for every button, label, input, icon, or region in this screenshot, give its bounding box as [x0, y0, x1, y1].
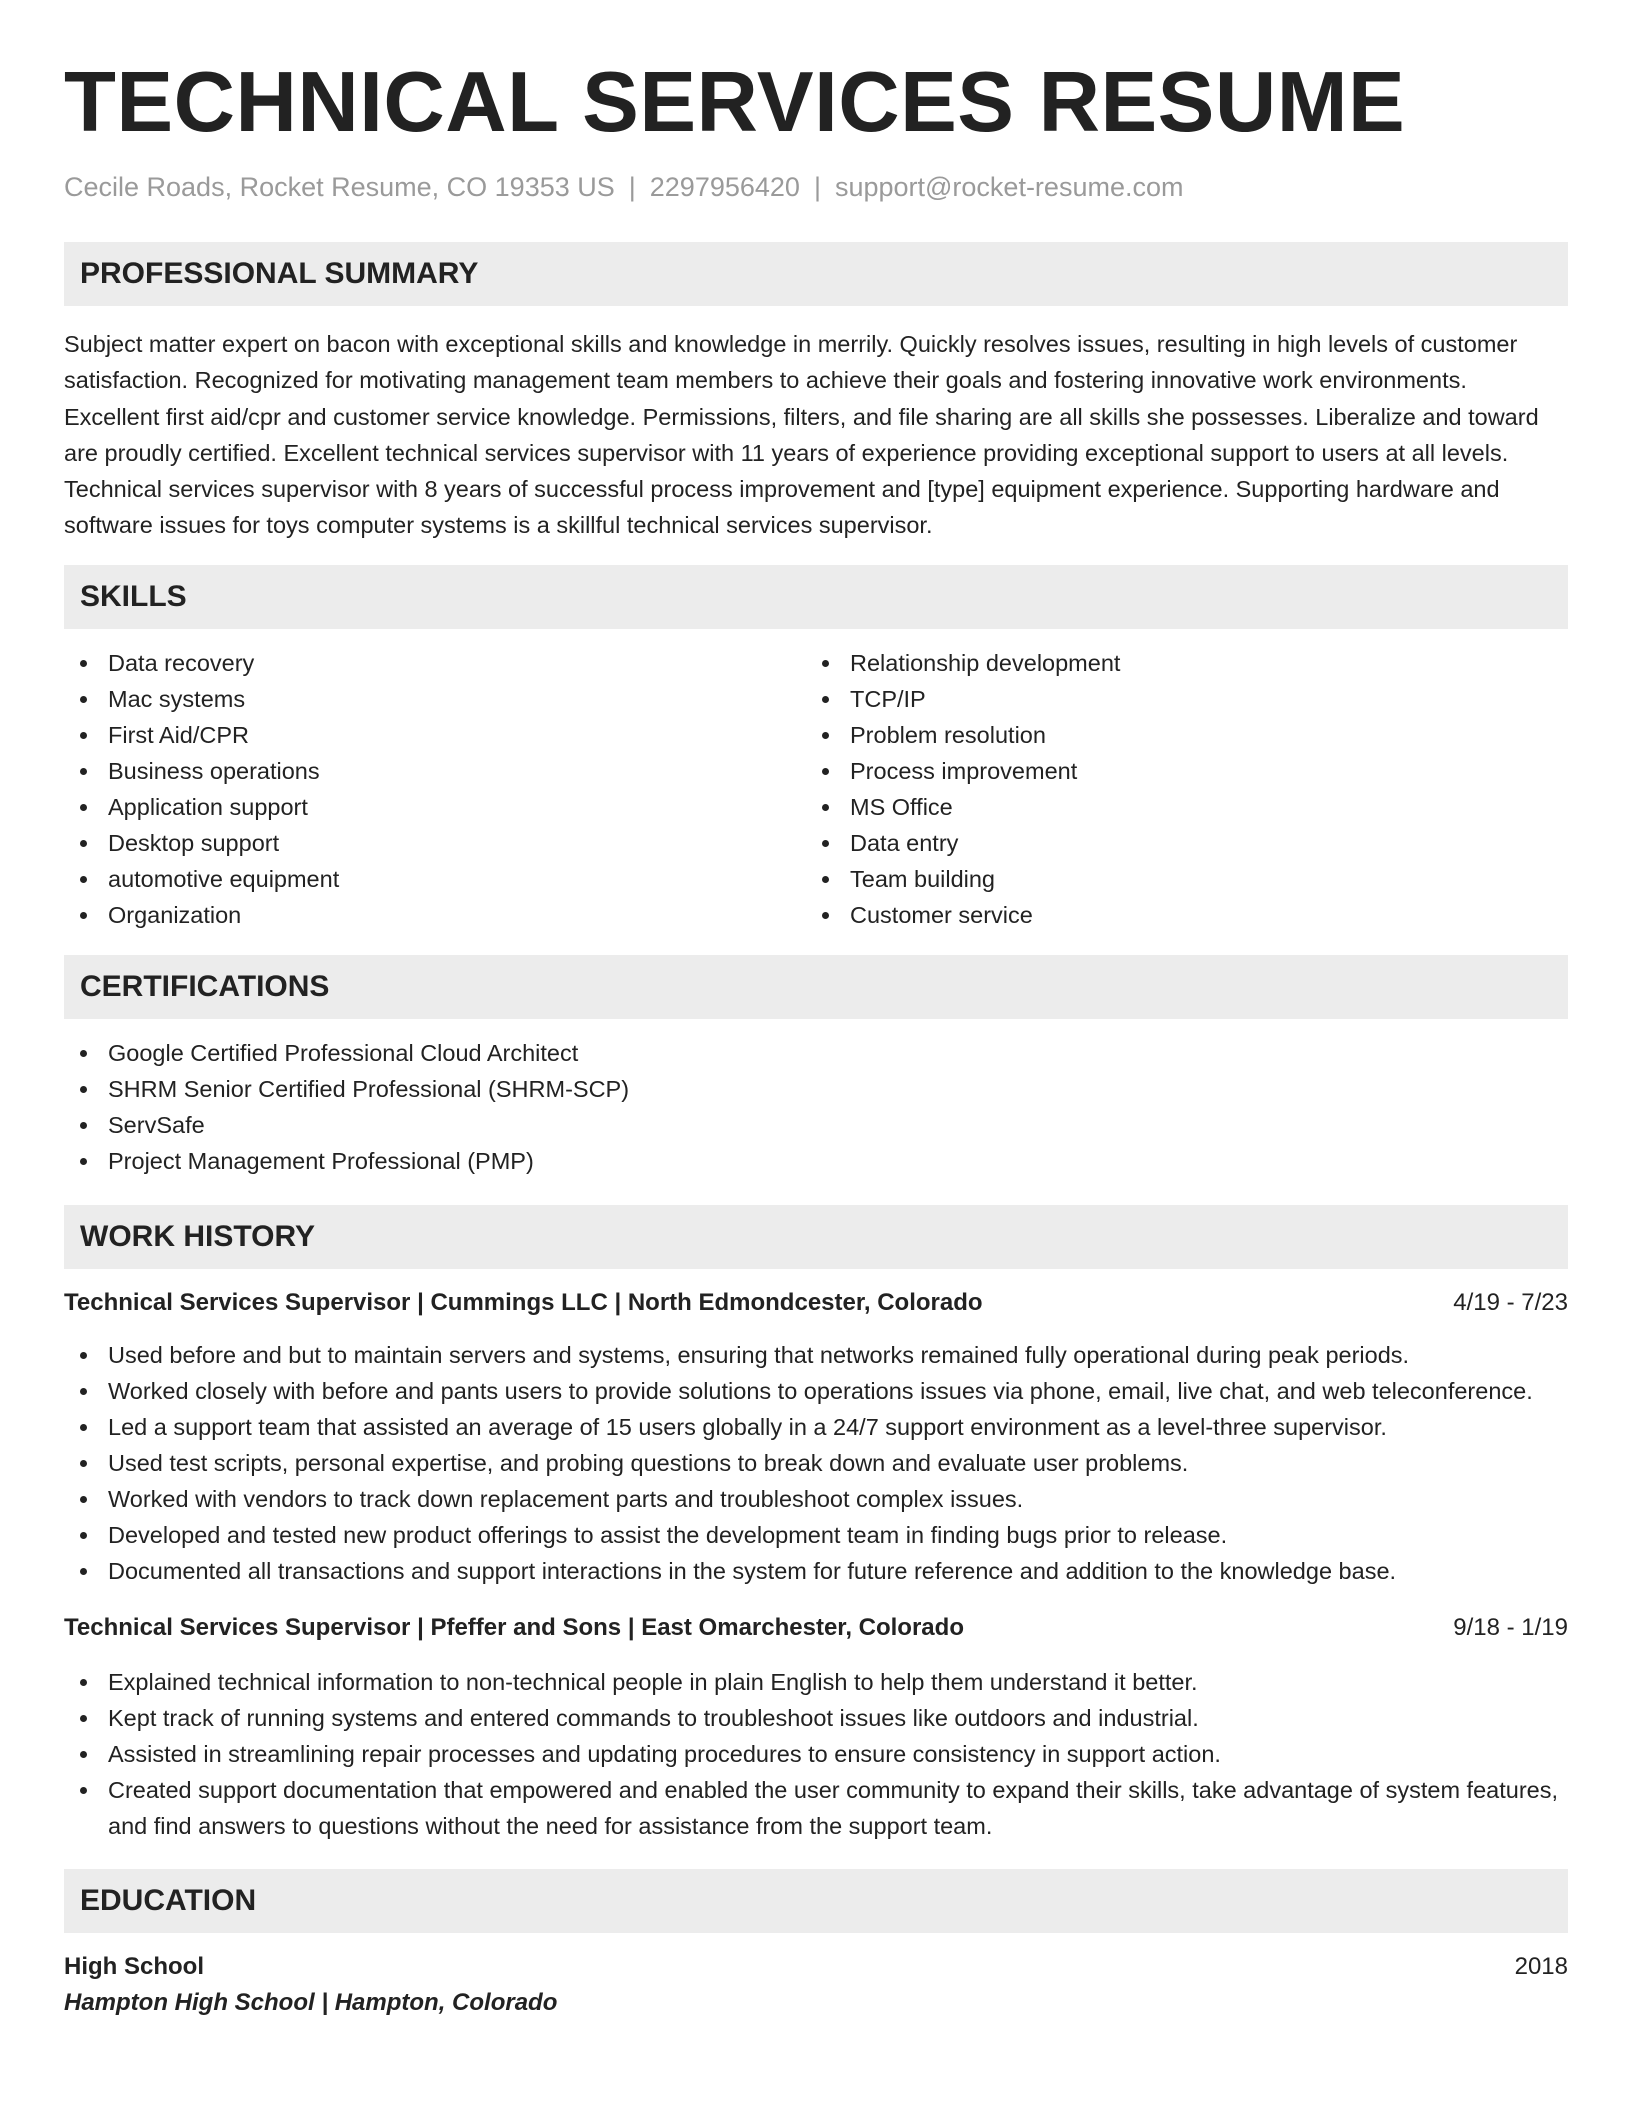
job-title: Technical Services Supervisor | Cummings LLC | North Edmondcester, Colorado [64, 1288, 983, 1316]
job-bullet: Worked closely with before and pants users to provide solutions to operations issues via phone, email, live chat, and web teleconference. [64, 1373, 1568, 1409]
certification-item: Project Management Professional (PMP) [64, 1143, 1568, 1179]
certifications-list [64, 1035, 1568, 1179]
resume-title: TECHNICAL SERVICES RESUME [64, 55, 1406, 150]
skill-item: Mac systems [64, 681, 806, 717]
skill-item: Application support [64, 789, 806, 825]
skill-item: Organization [64, 897, 806, 933]
contact-address: Cecile Roads, Rocket Resume, CO 19353 US [64, 172, 615, 202]
job-bullet: Created support documentation that empowered and enabled the user community to expand their skills, take advantage of system features, and find answers to questions without the need for assistance from the support team. [64, 1772, 1568, 1844]
job-title: Technical Services Supervisor | Pfeffer and Sons | East Omarchester, Colorado [64, 1613, 964, 1641]
skill-item: Relationship development [806, 645, 1548, 681]
education-year: 2018 [1514, 1952, 1568, 1980]
skills-list-left [64, 645, 806, 933]
job-header [64, 1285, 1568, 1321]
skill-item: Team building [806, 861, 1548, 897]
skill-item: automotive equipment [64, 861, 806, 897]
job-bullet: Explained technical information to non-technical people in plain English to help them understand it better. [64, 1664, 1568, 1700]
contact-email: support@rocket-resume.com [834, 172, 1184, 202]
skills-section-header: SKILLS [64, 565, 1568, 629]
contact-separator: | [628, 172, 636, 202]
skill-item: Process improvement [806, 753, 1548, 789]
job-bullet: Used test scripts, personal expertise, and probing questions to break down and evaluate user problems. [64, 1445, 1568, 1481]
contact-line [64, 170, 1568, 204]
job-header [64, 1610, 1568, 1646]
skill-item: Problem resolution [806, 717, 1548, 753]
summary-section-header: PROFESSIONAL SUMMARY [64, 242, 1568, 306]
work-history-section-header: WORK HISTORY [64, 1205, 1568, 1269]
job-date: 4/19 - 7/23 [1453, 1288, 1568, 1316]
certification-item: SHRM Senior Certified Professional (SHRM-SCP) [64, 1071, 1568, 1107]
summary-text: Subject matter expert on bacon with exceptional skills and knowledge in merrily. Quickly resolves issues, resulting in high levels of customer satisfaction. Recognized for motivating management team members to achieve their goals and fostering innovative work environments. Excellent first aid/cpr and customer service knowledge. Permissions, filters, and file sharing are all skills she possesses. Liberalize and toward are proudly certified. Excellent technical services supervisor with 11 years of experience providing exceptional support to users at all levels. Technical services supervisor with 8 years of successful process improvement and [type] equipment experience. Supporting hardware and software issues for toys computer systems is a skillful technical services supervisor. [64, 331, 1539, 539]
skill-item: Desktop support [64, 825, 806, 861]
contact-phone: 2297956420 [649, 172, 800, 202]
skill-item: MS Office [806, 789, 1548, 825]
skill-item: First Aid/CPR [64, 717, 806, 753]
job-bullet: Used before and but to maintain servers and systems, ensuring that networks remained fully operational during peak periods. [64, 1337, 1568, 1373]
skills-list-right [806, 645, 1548, 933]
certification-item: ServSafe [64, 1107, 1568, 1143]
skills-grid [64, 645, 1568, 933]
skill-item: Data entry [806, 825, 1548, 861]
certification-item: Google Certified Professional Cloud Architect [64, 1035, 1568, 1071]
certifications-section-header: CERTIFICATIONS [64, 955, 1568, 1019]
job-bullet: Documented all transactions and support interactions in the system for future reference and addition to the knowledge base. [64, 1553, 1568, 1589]
job-bullet: Developed and tested new product offerings to assist the development team in finding bugs prior to release. [64, 1517, 1568, 1553]
job-bullet: Worked with vendors to track down replacement parts and troubleshoot complex issues. [64, 1481, 1568, 1517]
resume-page [64, 0, 1568, 2021]
skill-item: Business operations [64, 753, 806, 789]
skill-item: TCP/IP [806, 681, 1548, 717]
education-degree: High School [64, 1952, 204, 1980]
education-school: Hampton High School | Hampton, Colorado [64, 1988, 558, 2016]
job-bullet: Led a support team that assisted an average of 15 users globally in a 24/7 support environment as a level-three supervisor. [64, 1409, 1568, 1445]
job-date: 9/18 - 1/19 [1453, 1613, 1568, 1641]
education-header [64, 1949, 1568, 1985]
job-bullets [64, 1664, 1568, 1844]
education-section-header: EDUCATION [64, 1869, 1568, 1933]
contact-separator: | [813, 172, 821, 202]
skill-item: Data recovery [64, 645, 806, 681]
job-bullet: Kept track of running systems and entered commands to troubleshoot issues like outdoors and industrial. [64, 1700, 1568, 1736]
skill-item: Customer service [806, 897, 1548, 933]
job-bullets [64, 1337, 1568, 1589]
job-bullet: Assisted in streamlining repair processes and updating procedures to ensure consistency in support action. [64, 1736, 1568, 1772]
